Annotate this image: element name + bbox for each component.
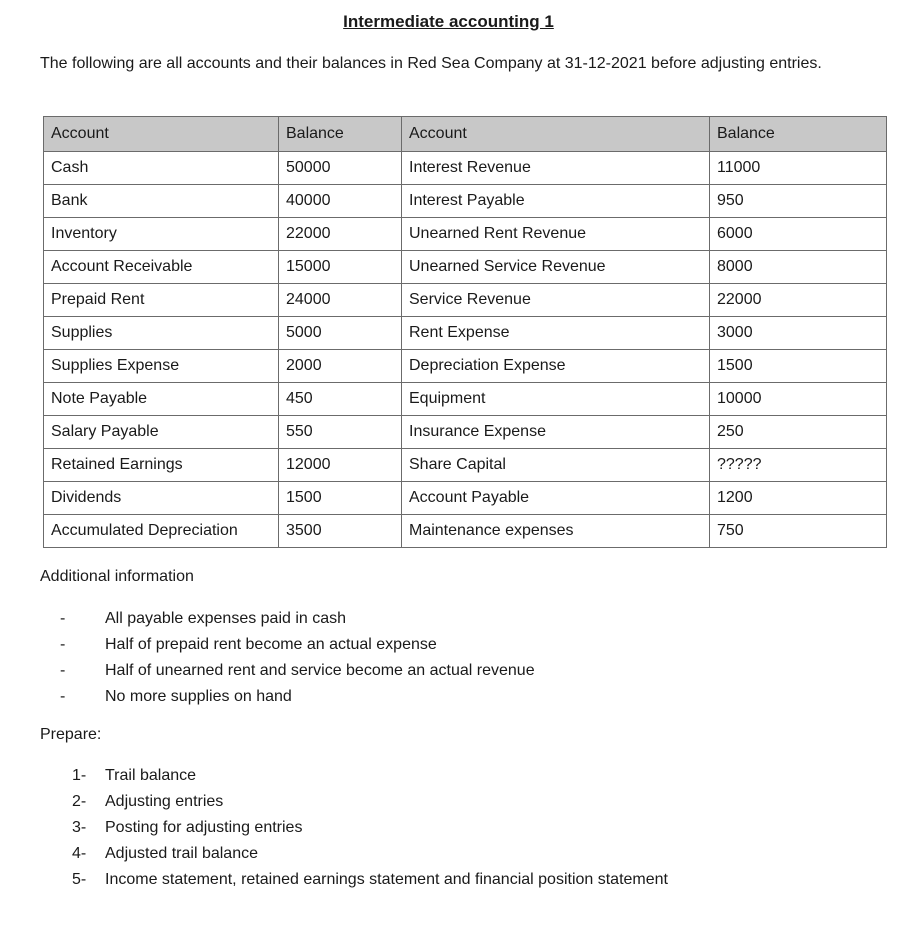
- account-name-left: Salary Payable: [44, 416, 279, 449]
- list-item-text: Posting for adjusting entries: [105, 819, 303, 836]
- list-item: [72, 841, 668, 867]
- table-row: [44, 317, 887, 350]
- balance-right: 22000: [710, 284, 887, 317]
- balance-left: 5000: [279, 317, 402, 350]
- list-item-text: Adjusting entries: [105, 793, 224, 810]
- list-item: [72, 763, 668, 789]
- balance-left: 50000: [279, 152, 402, 185]
- account-name-left: Supplies Expense: [44, 350, 279, 383]
- account-name-left: Retained Earnings: [44, 449, 279, 482]
- account-name-left: Supplies: [44, 317, 279, 350]
- header-balance-left: Balance: [279, 117, 402, 152]
- list-item-text: Half of unearned rent and service become an actual revenue: [105, 662, 535, 679]
- account-name-left: Cash: [44, 152, 279, 185]
- account-name-right: Unearned Rent Revenue: [402, 218, 710, 251]
- account-name-right: Share Capital: [402, 449, 710, 482]
- balance-left: 12000: [279, 449, 402, 482]
- prepare-list: [72, 763, 668, 893]
- table-row: [44, 449, 887, 482]
- account-name-left: Accumulated Depreciation: [44, 515, 279, 548]
- header-account-left: Account: [44, 117, 279, 152]
- bullet-marker: -: [60, 636, 66, 653]
- balance-right: 1200: [710, 482, 887, 515]
- account-name-left: Inventory: [44, 218, 279, 251]
- account-name-left: Prepaid Rent: [44, 284, 279, 317]
- list-item-number: 3-: [72, 819, 87, 836]
- bullet-marker: -: [60, 610, 66, 627]
- table-row: [44, 383, 887, 416]
- balance-left: 3500: [279, 515, 402, 548]
- intro-paragraph: The following are all accounts and their balances in Red Sea Company at 31-12-2021 before adjusting entries.: [40, 55, 822, 72]
- balance-right: 950: [710, 185, 887, 218]
- balance-right: 750: [710, 515, 887, 548]
- account-name-left: Note Payable: [44, 383, 279, 416]
- table-row: [44, 185, 887, 218]
- list-item-number: 5-: [72, 871, 87, 888]
- table-row: [44, 482, 887, 515]
- table-row: [44, 152, 887, 185]
- list-item: [60, 632, 535, 658]
- additional-information-list: [60, 606, 535, 710]
- table-header-row: [44, 117, 887, 152]
- balance-right: 250: [710, 416, 887, 449]
- account-name-right: Insurance Expense: [402, 416, 710, 449]
- balance-left: 40000: [279, 185, 402, 218]
- account-name-right: Interest Revenue: [402, 152, 710, 185]
- balance-right: 8000: [710, 251, 887, 284]
- header-balance-right: Balance: [710, 117, 887, 152]
- list-item-text: Half of prepaid rent become an actual expense: [105, 636, 437, 653]
- account-name-left: Account Receivable: [44, 251, 279, 284]
- list-item-number: 1-: [72, 767, 87, 784]
- list-item: [60, 684, 535, 710]
- bullet-marker: -: [60, 688, 66, 705]
- additional-information-label: Additional information: [40, 568, 194, 585]
- table-row: [44, 284, 887, 317]
- balance-left: 22000: [279, 218, 402, 251]
- balance-left: 450: [279, 383, 402, 416]
- list-item-text: Adjusted trail balance: [105, 845, 258, 862]
- balance-right: 3000: [710, 317, 887, 350]
- balance-right: 11000: [710, 152, 887, 185]
- balance-left: 15000: [279, 251, 402, 284]
- prepare-label: Prepare:: [40, 726, 102, 743]
- balance-right: 1500: [710, 350, 887, 383]
- list-item: [72, 789, 668, 815]
- account-name-right: Unearned Service Revenue: [402, 251, 710, 284]
- table-row: [44, 515, 887, 548]
- list-item-text: No more supplies on hand: [105, 688, 292, 705]
- list-item-text: Trail balance: [105, 767, 197, 784]
- list-item-number: 2-: [72, 793, 87, 810]
- account-name-right: Account Payable: [402, 482, 710, 515]
- balance-right: ?????: [710, 449, 887, 482]
- table-body: [44, 152, 887, 548]
- header-account-right: Account: [402, 117, 710, 152]
- accounts-table: [43, 116, 887, 548]
- table-row: [44, 251, 887, 284]
- account-name-right: Interest Payable: [402, 185, 710, 218]
- bullet-marker: -: [60, 662, 66, 679]
- list-item: [60, 658, 535, 684]
- document-title: Intermediate accounting 1: [343, 12, 554, 31]
- list-item-text: All payable expenses paid in cash: [105, 610, 347, 627]
- table-row: [44, 416, 887, 449]
- account-name-right: Service Revenue: [402, 284, 710, 317]
- account-name-right: Depreciation Expense: [402, 350, 710, 383]
- balance-left: 1500: [279, 482, 402, 515]
- list-item: [60, 606, 535, 632]
- balance-left: 550: [279, 416, 402, 449]
- account-name-right: Equipment: [402, 383, 710, 416]
- balance-left: 2000: [279, 350, 402, 383]
- balance-right: 10000: [710, 383, 887, 416]
- balance-left: 24000: [279, 284, 402, 317]
- table-row: [44, 218, 887, 251]
- account-name-left: Bank: [44, 185, 279, 218]
- list-item: [72, 815, 668, 841]
- list-item-text: Income statement, retained earnings statement and financial position statement: [105, 871, 668, 888]
- account-name-right: Rent Expense: [402, 317, 710, 350]
- table-row: [44, 350, 887, 383]
- account-name-right: Maintenance expenses: [402, 515, 710, 548]
- account-name-left: Dividends: [44, 482, 279, 515]
- list-item-number: 4-: [72, 845, 87, 862]
- balance-right: 6000: [710, 218, 887, 251]
- list-item: [72, 867, 668, 893]
